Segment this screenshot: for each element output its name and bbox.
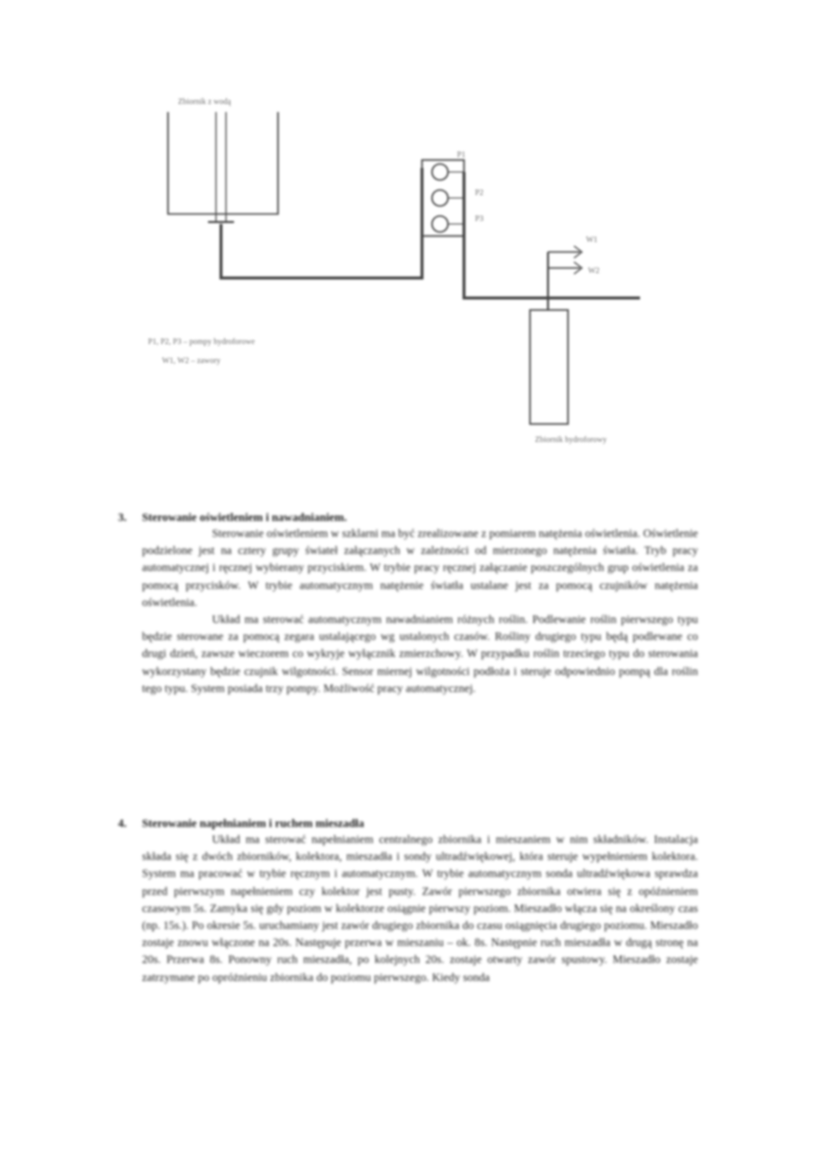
label-pump-p1: P1	[457, 150, 466, 159]
section-4-number: 4.	[118, 818, 127, 830]
pump-p3-symbol	[432, 216, 448, 232]
section-3-paragraph-2: Układ ma sterować automatycznym nawadnianiem różnych roślin. Podlewanie roślin pierwszego typu będzie sterowane za pomocą zegara ustalającego wg ustalonych czasów. Rośliny drugiego typu będą podlewane co drugi dzień, zawsze wieczorem co wykryje wyłącznik zmierzchowy. W przypadku roślin trzeciego typu do sterowania wykorzystany będzie czujnik wilgotności. Sensor miernej wilgotności podłoża i steruje odpowiednio pompą dla roślin tego typu. System posiada trzy pompy. Możliwość pracy automatycznej.	[142, 614, 698, 695]
legend-pumps: P1, P2, P3 – pompy hydroforowe	[148, 337, 255, 346]
label-valve-w2: W2	[588, 266, 600, 275]
section-4-paragraph-1: Układ ma sterować napełnianiem centralnego zbiornika i mieszaniem w nim składników. Instalacja składa się z dwóch zbiorników, kolektora, mieszadła i sondy ultradźwiękowej, która steruje wypełnieniem kolektora. System ma pracować w trybie ręcznym i automatycznym. W trybie automatycznym sonda ultradźwiękowa sprawdza przed pierwszym napełnieniem czy kolektor jest pusty. Zawór pierwszego zbiornika otwiera się z opóźnieniem czasowym 5s. Zamyka się gdy poziom w kolektorze osiągnie pierwszy poziom. Mieszadło włącza się na określony czas (np. 15s.). Po okresie 5s. uruchamiany jest zawór drugiego zbiornika do czasu osiągnięcia drugiego poziomu. Mieszadło zostaje znowu włączone na 20s. Następuje przerwa w mieszaniu – ok. 8s. Następnie ruch mieszadła w drugą stronę na 20s. Przerwa 8s. Ponowny ruch mieszadła, po kolejnych 20s. zostaje otwarty zawór spustowy. Mieszadło zostaje zatrzymane po opróżnieniu zbiornika do poziomu pierwszego. Kiedy sonda	[142, 834, 698, 984]
label-hydrophore-tank: Zbiornik hydroforowy	[535, 435, 607, 444]
label-pump-p3: P3	[475, 214, 484, 223]
legend-valves: W1, W2 – zawory	[162, 356, 221, 365]
label-valve-w1: W1	[586, 235, 598, 244]
label-pump-p2: P2	[475, 188, 484, 197]
section-3-paragraph-1: Sterowanie oświetleniem w szklarni ma być zrealizowane z pomiarem natężenia oświetlenia. Oświetlenie podzielone jest na cztery grupy świateł załączanych w zależności od mierzonego natężenia światła. Tryb pracy automatycznej i ręcznej wybierany przyciskiem. W trybie pracy ręcznej załączanie poszczególnych grup oświetlenia za pomocą przycisków. W trybie automatycznym natężenie światła ustalane jest za pomocą czujników natężenia oświetlenia.	[142, 528, 699, 609]
section-3-heading	[118, 510, 698, 526]
hydrophore-tank-outline	[530, 310, 568, 424]
section-4-heading	[118, 816, 698, 832]
section-3-number: 3.	[118, 512, 127, 524]
water-tank-outline	[168, 112, 278, 214]
diagram-svg	[0, 0, 826, 470]
pump-p2-symbol	[432, 190, 448, 206]
section-3-title: Sterowanie oświetleniem i nawadnianiem.	[142, 512, 347, 524]
section-3	[118, 510, 698, 698]
label-water-tank: Zbiornik z wodą	[178, 97, 231, 106]
pipe-pumps-to-main	[464, 172, 640, 298]
section-4	[118, 816, 698, 987]
pipe-tank-to-pumps	[221, 168, 422, 278]
pump-p1-symbol	[432, 164, 448, 180]
section-4-title: Sterowanie napełnianiem i ruchem mieszadła	[142, 818, 365, 830]
hydraulic-diagram	[0, 0, 826, 470]
